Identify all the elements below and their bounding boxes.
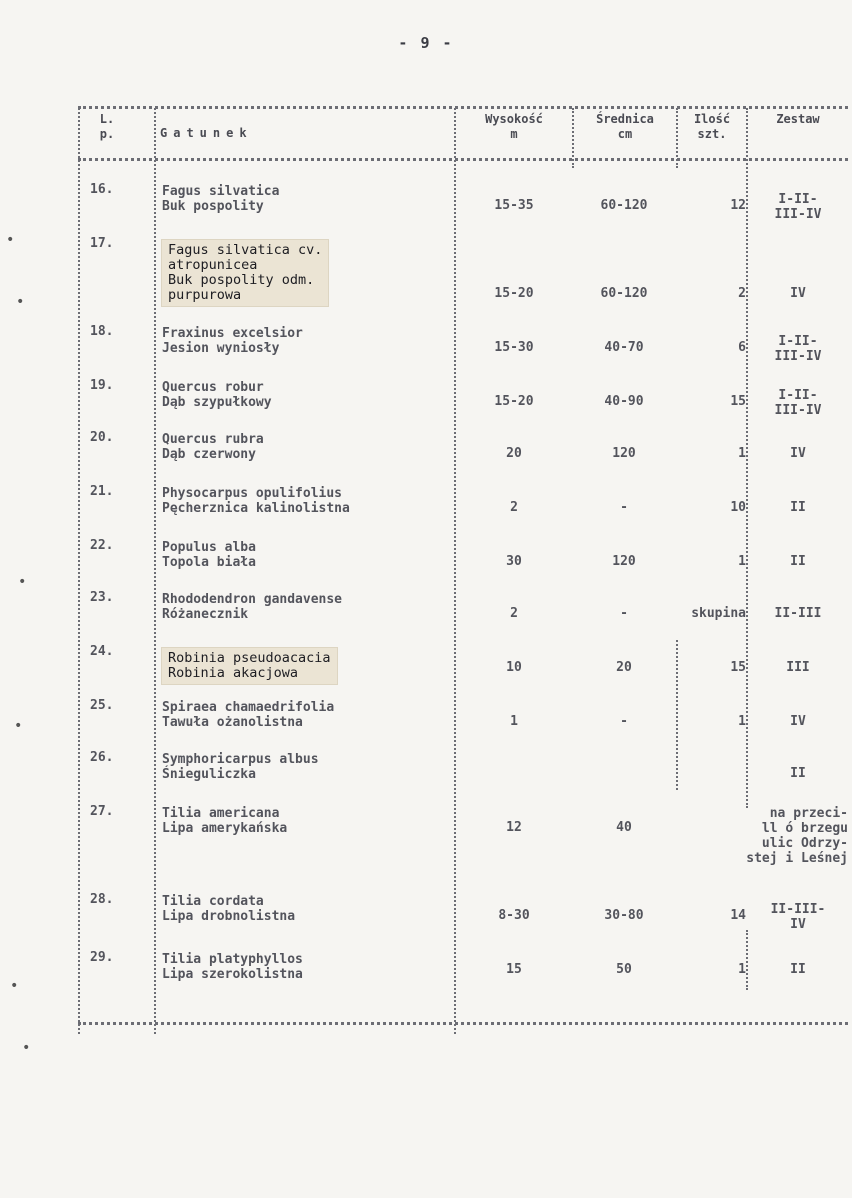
species-name-line: Buk pospolity — [162, 199, 264, 214]
row-number: 23. — [90, 590, 114, 605]
species-name — [162, 806, 462, 836]
header-height-line1: Wysokość — [485, 112, 543, 126]
species-name-line: Populus alba — [162, 540, 256, 555]
zone-line: na przeci- — [769, 806, 848, 821]
count-value: 12 — [730, 198, 746, 213]
zone-value — [748, 660, 848, 675]
species-name-line: Fraxinus excelsior — [162, 326, 303, 341]
species-name-line: Lipa drobnolistna — [162, 909, 296, 924]
count-value: 15 — [730, 394, 746, 409]
row-number: 18. — [90, 324, 114, 339]
zone-line: IV — [790, 917, 806, 932]
row-number: 19. — [90, 378, 114, 393]
header-diameter — [574, 112, 676, 142]
header-lp-line2: p. — [99, 127, 115, 141]
species-name — [162, 700, 462, 730]
pasted-label — [162, 240, 328, 306]
header-lp — [84, 112, 130, 142]
zone-value — [748, 334, 848, 364]
species-name-line: Śnieguliczka — [162, 767, 256, 782]
species-name-line: Lipa amerykańska — [162, 821, 288, 836]
diameter-value: 60-120 — [600, 286, 648, 301]
species-name — [162, 326, 462, 356]
zone-value — [748, 962, 848, 977]
margin-mark: • — [16, 294, 25, 310]
margin-mark: • — [14, 718, 23, 734]
count-value: 2 — [738, 286, 746, 301]
species-name — [162, 184, 462, 214]
column-divider — [154, 108, 156, 1034]
row-number: 29. — [90, 950, 114, 965]
species-name-line: Dąb czerwony — [162, 447, 256, 462]
zone-line: III-IV — [774, 403, 822, 418]
count-value: 15 — [730, 660, 746, 675]
diameter-value: - — [620, 714, 628, 729]
height-value: 1 — [510, 714, 518, 729]
species-name — [162, 540, 462, 570]
zone-line: ulic Odrzy- — [761, 836, 848, 851]
height-value: 15 — [506, 962, 522, 977]
diameter-value: 120 — [612, 446, 636, 461]
row-number: 26. — [90, 750, 114, 765]
column-divider — [746, 930, 748, 990]
zone-line: I-II- — [778, 192, 818, 207]
row-number: 28. — [90, 892, 114, 907]
species-name-line: purpurowa — [168, 287, 242, 303]
species-name — [162, 752, 462, 782]
zone-line: III-IV — [774, 207, 822, 222]
count-value: 1 — [738, 554, 746, 569]
species-name — [162, 952, 462, 982]
species-name-line: Jesion wyniosły — [162, 341, 280, 356]
row-number: 16. — [90, 182, 114, 197]
diameter-value: - — [620, 606, 628, 621]
species-name-line: Rhododendron gandavense — [162, 592, 343, 607]
header-name: Gatunek — [160, 126, 253, 140]
zone-value — [748, 192, 848, 222]
header-lp-line1: L. — [99, 112, 115, 126]
species-name-line: Spiraea chamaedrifolia — [162, 700, 335, 715]
species-name-line: atropunicea — [168, 257, 258, 273]
zone-line: III — [786, 660, 810, 675]
species-name-line: Buk pospolity odm. — [168, 272, 315, 288]
species-name-line: Robinia akacjowa — [168, 665, 299, 681]
diameter-value: 60-120 — [600, 198, 648, 213]
diameter-value: 30-80 — [604, 908, 644, 923]
species-name — [162, 432, 462, 462]
height-value: 20 — [506, 446, 522, 461]
table-bottom-rule — [78, 1022, 848, 1025]
table-header-rule — [78, 158, 848, 161]
species-name-line: Dąb szypułkowy — [162, 395, 272, 410]
count-value: 1 — [738, 714, 746, 729]
species-name-line: Fagus silvatica — [162, 184, 280, 199]
zone-line: stej i Leśnej — [746, 851, 848, 866]
count-value: 6 — [738, 340, 746, 355]
header-count — [678, 112, 746, 142]
species-name — [162, 894, 462, 924]
species-name-line: Physocarpus opulifolius — [162, 486, 343, 501]
zone-value — [748, 500, 848, 515]
height-value: 15-30 — [494, 340, 534, 355]
species-name-line: Lipa szerokolistna — [162, 967, 303, 982]
count-value: 14 — [730, 908, 746, 923]
species-name-line: Tilia cordata — [162, 894, 264, 909]
zone-line: II — [790, 766, 806, 781]
count-value: 1 — [738, 962, 746, 977]
header-height-line2: m — [510, 127, 518, 141]
count-value: 10 — [730, 500, 746, 515]
page-number: - 9 - — [398, 34, 454, 52]
height-value: 2 — [510, 500, 518, 515]
zone-line: II — [790, 962, 806, 977]
zone-line: II-III- — [770, 902, 826, 917]
species-name-line: Robinia pseudoacacia — [168, 650, 331, 666]
zone-line: IV — [790, 286, 806, 301]
count-value: skupina — [691, 606, 746, 621]
species-name-line: Quercus rubra — [162, 432, 264, 447]
zone-line: IV — [790, 714, 806, 729]
species-name — [162, 486, 462, 516]
height-value: 30 — [506, 554, 522, 569]
zone-value — [748, 902, 848, 932]
header-zone: Zestaw — [776, 112, 820, 126]
diameter-value: 40 — [616, 820, 632, 835]
zone-line: II — [790, 554, 806, 569]
margin-mark: • — [22, 1040, 31, 1056]
height-value: 12 — [506, 820, 522, 835]
row-number: 25. — [90, 698, 114, 713]
species-name-line: Tilia americana — [162, 806, 280, 821]
margin-mark: • — [10, 978, 19, 994]
diameter-value: 40-70 — [604, 340, 644, 355]
height-value: 10 — [506, 660, 522, 675]
row-number: 21. — [90, 484, 114, 499]
row-number: 20. — [90, 430, 114, 445]
diameter-value: 50 — [616, 962, 632, 977]
zone-value — [748, 554, 848, 569]
zone-line: ll ó brzegu — [761, 821, 848, 836]
species-name-line: Różanecznik — [162, 607, 249, 622]
zone-line: II — [790, 500, 806, 515]
zone-value — [748, 286, 848, 301]
margin-mark: • — [18, 574, 27, 590]
height-value: 15-20 — [494, 286, 534, 301]
species-name — [162, 592, 462, 622]
count-value: 1 — [738, 446, 746, 461]
zone-line: II-III — [774, 606, 822, 621]
zone-value — [748, 388, 848, 418]
row-number: 17. — [90, 236, 114, 251]
height-value: 2 — [510, 606, 518, 621]
margin-mark: • — [6, 232, 15, 248]
zone-line: III-IV — [774, 349, 822, 364]
header-diameter-line2: cm — [617, 127, 633, 141]
zone-value — [748, 446, 848, 461]
species-name-line: Symphoricarpus albus — [162, 752, 319, 767]
height-value: 8-30 — [498, 908, 530, 923]
species-name — [162, 380, 462, 410]
height-value: 15-20 — [494, 394, 534, 409]
pasted-label — [162, 648, 337, 684]
header-height — [456, 112, 572, 142]
height-value: 15-35 — [494, 198, 534, 213]
column-divider — [78, 108, 80, 1034]
species-name-line: Quercus robur — [162, 380, 264, 395]
zone-line: IV — [790, 446, 806, 461]
header-count-line2: szt. — [697, 127, 727, 141]
zone-line: I-II- — [778, 334, 818, 349]
species-name-line: Tawuła ożanolistna — [162, 715, 303, 730]
zone-value — [748, 766, 848, 781]
header-diameter-line1: Średnica — [596, 112, 654, 126]
row-number: 24. — [90, 644, 114, 659]
table-top-rule — [78, 106, 848, 109]
species-name-line: Tilia platyphyllos — [162, 952, 303, 967]
diameter-value: 120 — [612, 554, 636, 569]
row-number: 22. — [90, 538, 114, 553]
header-count-line1: Ilość — [693, 112, 731, 126]
zone-value — [748, 606, 848, 621]
species-name-line: Pęcherznica kalinolistna — [162, 501, 350, 516]
diameter-value: 20 — [616, 660, 632, 675]
diameter-value: 40-90 — [604, 394, 644, 409]
zone-value — [698, 806, 848, 866]
row-number: 27. — [90, 804, 114, 819]
diameter-value: - — [620, 500, 628, 515]
species-name-line: Topola biała — [162, 555, 256, 570]
zone-value — [748, 714, 848, 729]
species-name-line: Fagus silvatica cv. — [168, 242, 323, 258]
zone-line: I-II- — [778, 388, 818, 403]
